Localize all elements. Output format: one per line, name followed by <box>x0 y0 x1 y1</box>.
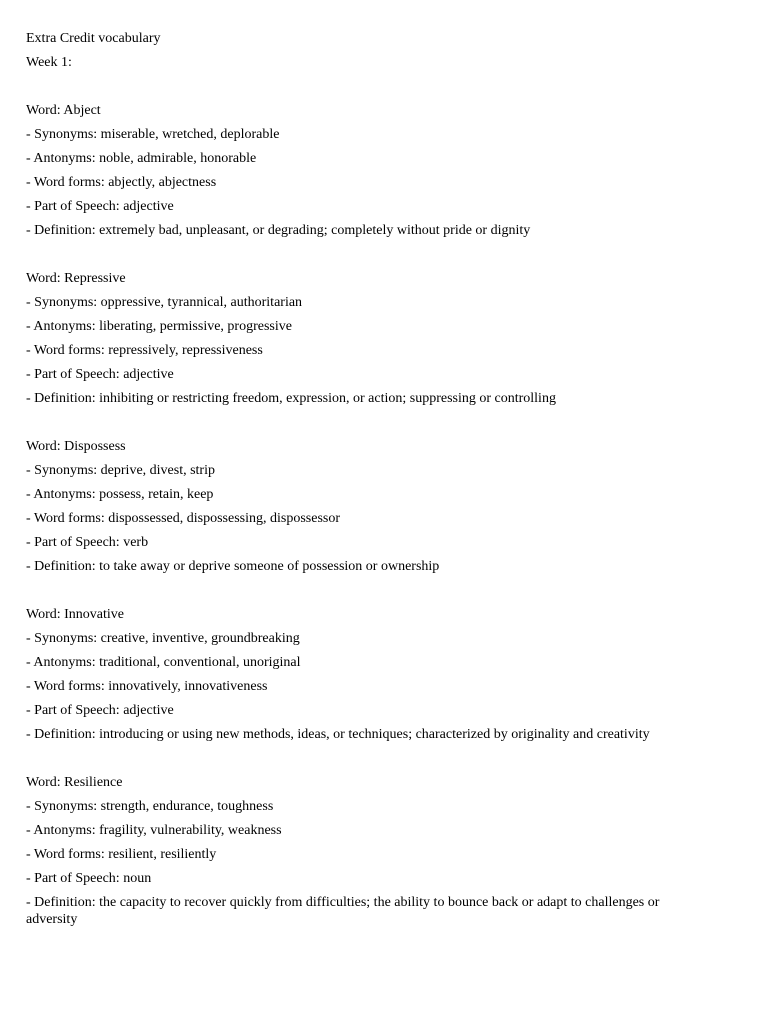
document-page <box>26 30 706 928</box>
entry-definition: - Definition: to take away or deprive someone of possession or ownership <box>26 559 440 574</box>
entry-synonyms: - Synonyms: deprive, divest, strip <box>26 463 215 478</box>
vocab-entry <box>26 270 706 414</box>
spacer <box>26 414 706 438</box>
week-label: Week 1: <box>26 55 72 70</box>
entry-synonyms: - Synonyms: strength, endurance, toughness <box>26 799 274 814</box>
vocab-entry <box>26 102 706 246</box>
entry-word-forms: - Word forms: innovatively, innovativeness <box>26 679 268 694</box>
entry-synonyms: - Synonyms: oppressive, tyrannical, authoritarian <box>26 295 303 310</box>
entry-word-forms: - Word forms: abjectly, abjectness <box>26 175 217 190</box>
vocab-entry <box>26 774 706 928</box>
entry-word-forms: - Word forms: resilient, resiliently <box>26 847 217 862</box>
spacer <box>26 78 706 102</box>
entry-part-of-speech: - Part of Speech: verb <box>26 535 149 550</box>
spacer <box>26 582 706 606</box>
entry-antonyms: - Antonyms: traditional, conventional, unoriginal <box>26 655 301 670</box>
entry-word: Word: Abject <box>26 103 101 118</box>
entry-synonyms: - Synonyms: creative, inventive, groundbreaking <box>26 631 300 646</box>
entry-word: Word: Resilience <box>26 775 123 790</box>
entry-definition: - Definition: the capacity to recover quickly from difficulties; the ability to bounce back or adapt to challenges or adversity <box>26 895 660 927</box>
spacer <box>26 750 706 774</box>
vocab-entry <box>26 438 706 582</box>
entry-word-forms: - Word forms: repressively, repressiveness <box>26 343 263 358</box>
entry-part-of-speech: - Part of Speech: adjective <box>26 703 174 718</box>
entry-part-of-speech: - Part of Speech: adjective <box>26 367 174 382</box>
entry-word: Word: Repressive <box>26 271 126 286</box>
vocab-entry <box>26 606 706 750</box>
entry-synonyms: - Synonyms: miserable, wretched, deplorable <box>26 127 280 142</box>
entry-antonyms: - Antonyms: fragility, vulnerability, weakness <box>26 823 282 838</box>
entry-antonyms: - Antonyms: noble, admirable, honorable <box>26 151 257 166</box>
entry-word-forms: - Word forms: dispossessed, dispossessing, dispossessor <box>26 511 341 526</box>
document-title: Extra Credit vocabulary <box>26 31 161 46</box>
entry-part-of-speech: - Part of Speech: noun <box>26 871 152 886</box>
entry-word: Word: Dispossess <box>26 439 126 454</box>
entry-definition: - Definition: introducing or using new methods, ideas, or techniques; characterized by originality and creativity <box>26 727 650 742</box>
entry-word: Word: Innovative <box>26 607 125 622</box>
entry-part-of-speech: - Part of Speech: adjective <box>26 199 174 214</box>
entry-antonyms: - Antonyms: possess, retain, keep <box>26 487 214 502</box>
entry-definition: - Definition: extremely bad, unpleasant, or degrading; completely without pride or dignity <box>26 223 531 238</box>
spacer <box>26 246 706 270</box>
entry-antonyms: - Antonyms: liberating, permissive, progressive <box>26 319 292 334</box>
entry-definition: - Definition: inhibiting or restricting freedom, expression, or action; suppressing or controlling <box>26 391 556 406</box>
